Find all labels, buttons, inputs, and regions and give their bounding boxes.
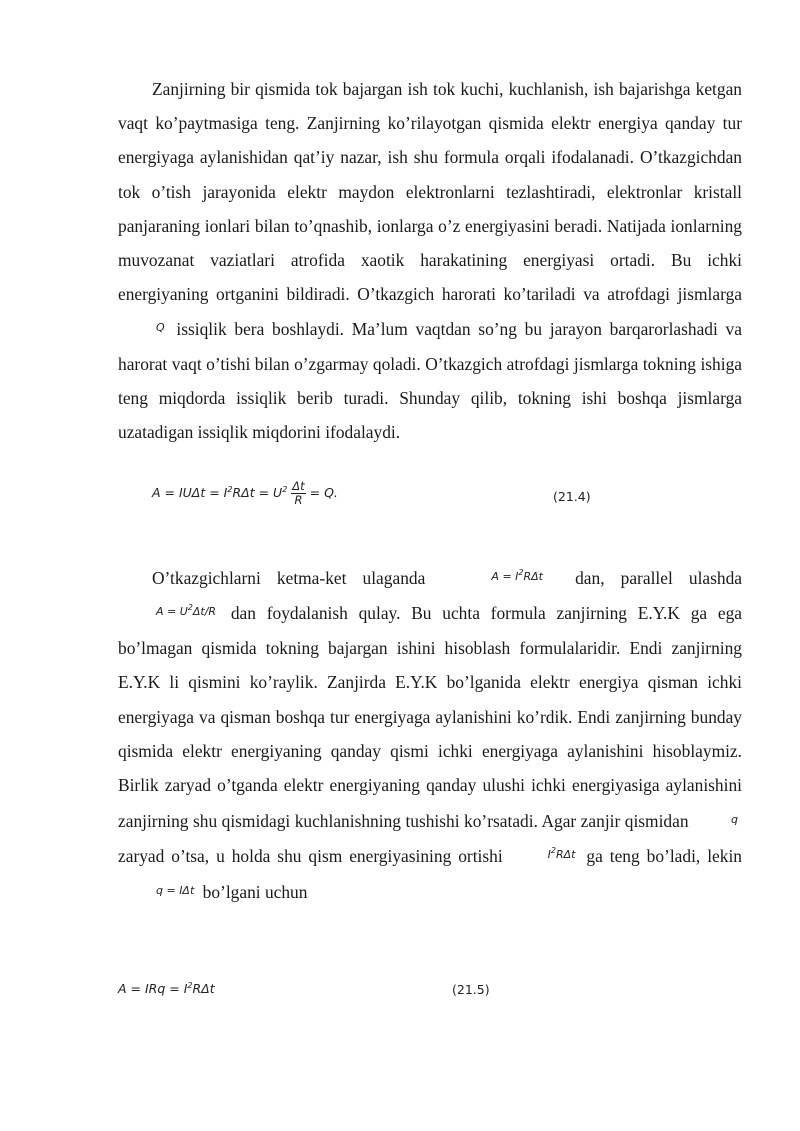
eq214-mid: RΔt = U [232,485,283,500]
formula-series-pre: A = I [491,570,519,583]
paragraph-1 [118,72,742,449]
paragraph-2-text-c: dan foydalanish qulay. Bu uchta formula zanjirning E.Y.K ga ega bo’lmagan qismida tokning bajargan ishini hisoblash formulalaridir. Endi zanjirning E.Y.K li qismini ko’raylik. Zanjirda E.Y.K bo’lganida elektr energiya qisman ichki energiyaga va qisman boshqa tur energiyaga aylanishini ko’rdik. Endi zanjirning bunday qismida elektr energiyaning qanday qismi ichki energiyaga aylanishini hisoblaymiz. Birlik zaryad o’tganda elektr energiyaning qanday ulushi ichki energiyasiga aylanishini zanjirning shu qismidagi kuchlanishning tushishi ko’rsatadi. Agar zanjir qismidan [118,603,742,831]
eq215-pre: A = IRq = I [118,981,188,996]
paragraph-1-text-a: Zanjirning bir qismida tok bajargan ish tok kuchi, kuchlanish, ish bajarishga ketgan vaqt ko’paytmasiga teng. Zanjirning ko’rilayotgan qismida elektr energiya qanday tur energiyaga aylanishidan qat’iy nazar, ish shu formula orqali ifodalanadi. O’tkazgichdan tok o’tish jarayonida elektr maydon elektronlarni tezlashtiradi, elektronlar kristall panjaraning ionlari bilan to’qnashib, ionlarga o’z energiyasini beradi. Natijada ionlarning muvozanat vaziatlari atrofida xaotik harakatining energiyasi ortadi. Bu ichki energiyaning ortganini bildiradi. O’tkazgich harorati ko’tariladi va atrofdagi jismlarga [118,79,742,305]
formula-heat-pre: I [547,848,551,862]
eq214-numerator: Δt [292,479,305,493]
eq215-post: RΔt [192,981,215,996]
paragraph-2-text-a: O’tkazgichlarni ketma-ket ulaganda [152,568,426,588]
paragraph-1-text-b: issiqlik bera boshlaydi. Ma’lum vaqtdan so’ng bu jarayon barqarorlashadi va harorat vaqt o’tishi bilan o’zgarmay qoladi. O’tkazgich atrofdagi jismlarga tokning ishiga teng miqdorda issiqlik berib turadi. Shunday qilib, tokning ishi boshqa jismlarga uzatadigan issiqlik miqdorini ifodalaydi. [118,319,742,443]
symbol-Q: Q [156,321,165,335]
paragraph-2-text-b: dan, parallel ulashda [575,568,743,588]
symbol-q: q [731,812,738,826]
formula-parallel [122,595,216,629]
paragraph-2-text-d: zaryad o’tsa, u holda shu qism energiyasining ortishi [118,846,503,867]
equation-21-4 [152,480,338,507]
formula-heat-post: RΔt [555,848,576,862]
paragraph-2-text-e: ga teng bo’ladi, lekin [586,846,742,867]
equation-number-21-5: (21.5) [452,982,490,997]
formula-series [457,560,543,594]
formula-series-post: RΔt [523,570,543,583]
eq214-exp-a: 2 [227,485,233,494]
formula-heat [514,838,576,872]
eq214-left: A = IUΔt = I [152,485,228,500]
formula-heat-exp: 2 [550,846,556,856]
paragraph-2-text-f: bo’lgani uchun [202,881,308,902]
formula-charge: q = IΔt [156,883,195,897]
formula-parallel-pre: A = U [156,605,188,619]
equation-number-21-4: (21.4) [553,489,591,504]
formula-parallel-post: Δt/R [192,605,217,619]
paragraph-2 [118,560,742,909]
eq214-denominator: R [294,493,303,507]
formula-parallel-exp: 2 [187,603,193,613]
formula-series-exp: 2 [518,568,524,577]
eq214-right: = Q. [309,485,338,500]
eq214-fraction [291,480,305,507]
eq215-exp: 2 [187,981,193,990]
eq214-exp-b: 2 [282,485,288,494]
equation-21-5 [118,981,215,996]
